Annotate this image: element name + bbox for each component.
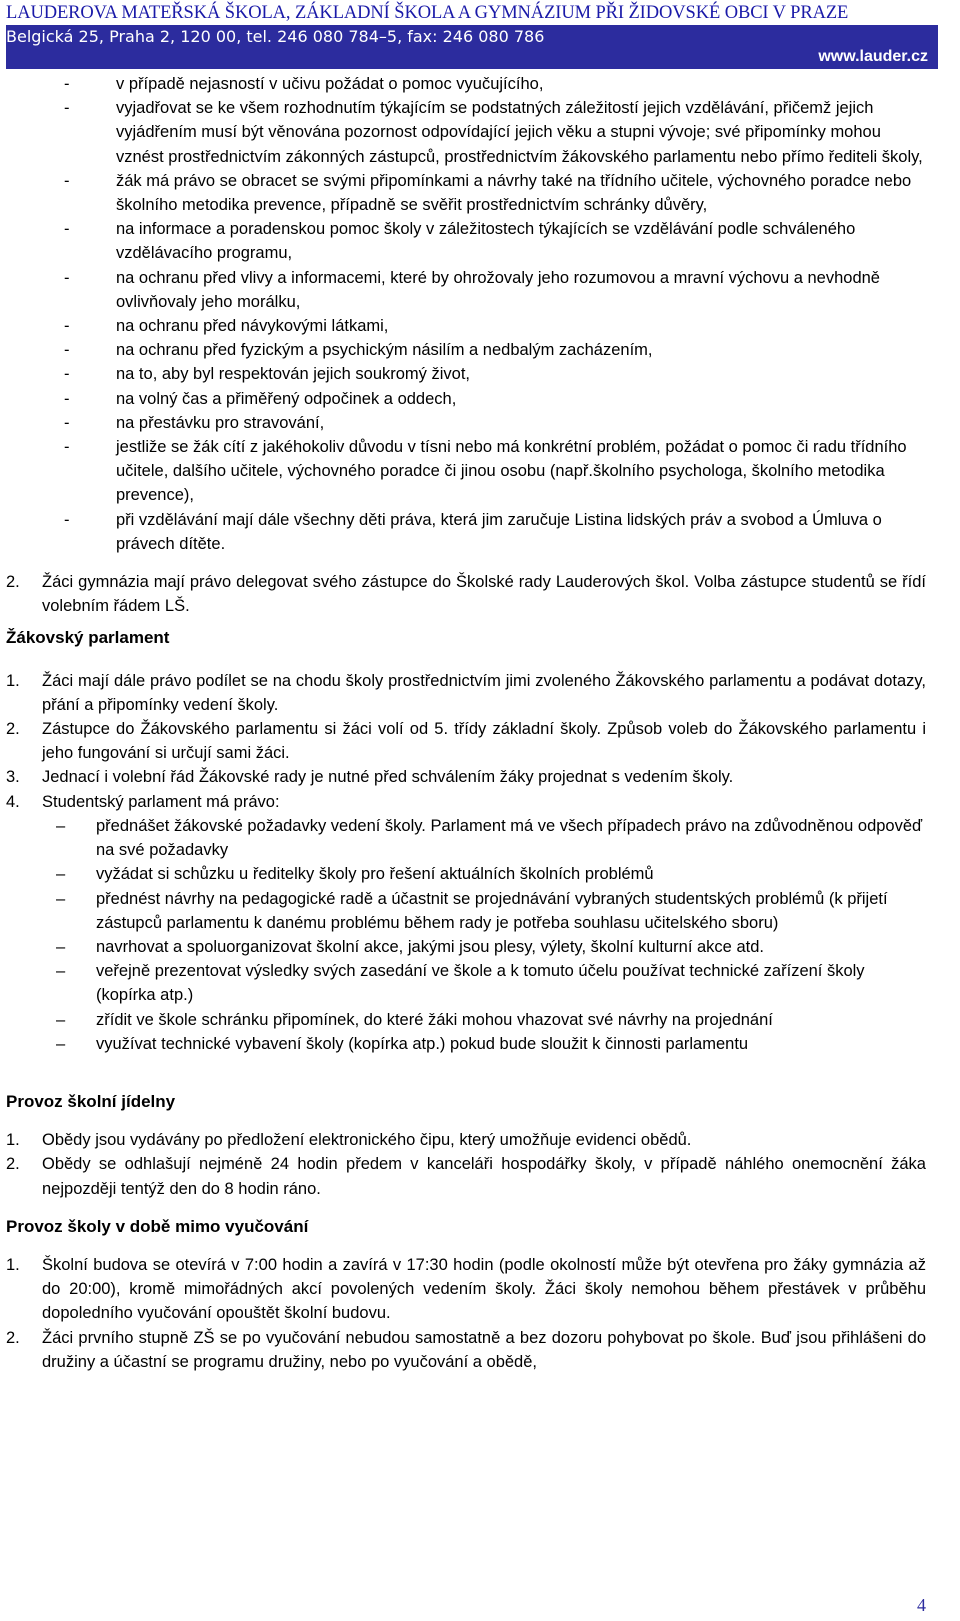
list-marker: -	[64, 268, 70, 287]
list-text: přednést návrhy na pedagogické radě a účastnit se projednávání vybraných studentských problémů (k přijetí zástupců parlamentu k danému problému během rady je potřeba souhlasu učitelského sboru)	[96, 889, 888, 932]
rights-item	[6, 217, 926, 265]
parliament-rights-list	[6, 814, 926, 1056]
parliament-right-item	[6, 1008, 926, 1032]
list-marker: -	[64, 510, 70, 529]
list-marker: –	[56, 1010, 66, 1029]
list-text: navrhovat a spoluorganizovat školní akce, jakými jsou plesy, výlety, školní kulturní akce atd.	[96, 937, 764, 956]
parliament-points	[6, 669, 926, 814]
list-text: Žáci prvního stupně ZŠ se po vyučování nebudou samostatně a bez dozoru pohybovat po škole. Buď jsou přihlášeni do družiny a účastní se programu družiny, nebo po vyučování a obědě,	[42, 1328, 926, 1371]
rights-item	[6, 72, 926, 96]
list-text: Školní budova se otevírá v 7:00 hodin a zavírá v 17:30 hodin (podle okolností může být otevřena pro žáky gymnázia až do 20:00), kromě mimořádných akcí povolených vedením školy. Žáci školy nemohou během přestávek v průběhu dopoledního vyučování opouštět školní budovu.	[42, 1255, 926, 1323]
list-marker: –	[56, 865, 66, 884]
school-name: LAUDEROVA MATEŘSKÁ ŠKOLA, ZÁKLADNÍ ŠKOLA A GYMNÁZIUM PŘI ŽIDOVSKÉ OBCI V PRAZE	[6, 3, 849, 23]
afterhours-point	[6, 1326, 926, 1374]
list-marker: -	[64, 341, 70, 360]
list-text: zřídit ve škole schránku připomínek, do které žáki mohou vhazovat své návrhy na projednání	[96, 1010, 773, 1029]
page-number: 4	[917, 1595, 926, 1615]
list-marker: 2.	[6, 1155, 20, 1174]
list-marker: 2.	[6, 720, 20, 739]
list-marker: -	[64, 171, 70, 190]
rights-item	[6, 96, 926, 169]
list-text: na ochranu před fyzickým a psychickým násilím a nedbalým zacházením,	[116, 341, 653, 360]
list-marker: –	[56, 962, 66, 981]
rights-item	[6, 508, 926, 556]
rights-list	[6, 72, 926, 556]
list-text: jestliže se žák cítí z jakéhokoliv důvodu v tísni nebo má konkrétní problém, požádat o pomoc či radu třídního učitele, dalšího učitele, výchovného poradce či jinou osobu (např.školního psychologa, školního metodika prevence),	[116, 438, 907, 505]
section-heading-parliament: Žákovský parlament	[6, 628, 170, 648]
afterhours-points	[6, 1253, 926, 1374]
list-text: Zástupce do Žákovského parlamentu si žáci volí od 5. třídy základní školy. Způsob voleb do Žákovského parlamentu i jeho fungování si určují sami žáci.	[42, 720, 926, 763]
parliament-right-item	[6, 959, 926, 1007]
list-text: přednášet žákovské požadavky vedení školy. Parlament má ve všech případech právo na zdůvodněnou odpověď na své požadavky	[96, 816, 923, 860]
parliament-right-item	[6, 935, 926, 959]
list-marker: -	[64, 413, 70, 432]
list-text: Žáci mají dále právo podílet se na chodu školy prostřednictvím jimi zvoleného Žákovského parlamentu a podávat dotazy, přání a připomínky vedení školy.	[42, 671, 926, 714]
list-text: při vzdělávání mají dále všechny děti práva, která jim zaručuje Listina lidských práv a svobod a Úmluva o právech dítěte.	[116, 510, 882, 553]
rights-item	[6, 435, 926, 508]
list-marker: -	[64, 317, 70, 336]
list-marker: -	[64, 99, 70, 118]
list-marker: –	[56, 937, 66, 956]
list-text: v případě nejasností v učivu požádat o pomoc vyučujícího,	[116, 75, 544, 93]
parliament-right-item	[6, 862, 926, 886]
rights-item	[6, 411, 926, 435]
list-marker: 1.	[6, 1131, 20, 1150]
list-text: veřejně prezentovat výsledky svých zasedání ve škole a k tomuto účelu používat technické zařízení školy (kopírka atp.)	[96, 962, 865, 1005]
parliament-point	[6, 790, 926, 814]
rights-item	[6, 266, 926, 314]
list-text: na to, aby byl respektován jejich soukromý život,	[116, 365, 471, 384]
rights-item	[6, 338, 926, 362]
canteen-point	[6, 1128, 926, 1152]
list-text: využívat technické vybavení školy (kopírka atp.) pokud bude sloužit k činnosti parlamentu	[96, 1034, 749, 1053]
list-marker: -	[64, 438, 70, 457]
list-text: žák má právo se obracet se svými připomínkami a návrhy také na třídního učitele, výchovného poradce nebo školního metodika prevence, případně se svěřit prostřednictvím schránky důvěry,	[116, 171, 912, 215]
parliament-point	[6, 717, 926, 765]
rights-item	[6, 314, 926, 338]
list-marker: 3.	[6, 768, 20, 787]
afterhours-point	[6, 1253, 926, 1326]
list-marker: –	[56, 816, 66, 835]
list-text: vyžádat si schůzku u ředitelky školy pro řešení aktuálních školních problémů	[96, 865, 654, 884]
parliament-right-item	[6, 887, 926, 935]
list-text: na přestávku pro stravování,	[116, 413, 325, 432]
list-text: Studentský parlament má právo:	[42, 792, 280, 811]
list-text: na ochranu před návykovými látkami,	[116, 317, 389, 336]
list-text: na ochranu před vlivy a informacemi, které by ohrožovaly jeho rozumovou a mravní výchovu a nevhodně ovlivňovaly jeho morálku,	[116, 268, 880, 311]
website-link[interactable]: www.lauder.cz	[818, 48, 928, 65]
list-marker: -	[64, 75, 70, 93]
rights-point-2	[6, 570, 926, 618]
canteen-point	[6, 1152, 926, 1200]
list-marker: 1.	[6, 671, 20, 690]
parliament-right-item	[6, 814, 926, 862]
list-marker: 2.	[6, 1328, 20, 1347]
list-marker: -	[64, 389, 70, 408]
section-heading-canteen: Provoz školní jídelny	[6, 1091, 176, 1111]
list-text: Jednací i volební řád Žákovské rady je nutné před schválením žáky projednat s vedením školy.	[42, 768, 734, 787]
list-text: vyjadřovat se ke všem rozhodnutím týkajícím se podstatných záležitostí jejich vzdělávání, přičemž jejich vyjádřením musí být věnována pozornost odpovídající jejich věku a stupni vývoje; své připomínky mohou vznést prostřednictvím zákonných zástupců, prostřednictvím žákovského parlamentu nebo přímo řediteli školy,	[116, 99, 923, 166]
list-marker: -	[64, 365, 70, 384]
list-text: Žáci gymnázia mají právo delegovat svého zástupce do Školské rady Lauderových škol. Volba zástupce studentů se řídí volebním řádem LŠ.	[42, 573, 926, 616]
school-address: Belgická 25, Praha 2, 120 00, tel. 246 080 784–5, fax: 246 080 786	[6, 27, 545, 46]
rights-item	[6, 362, 926, 386]
canteen-points	[6, 1128, 926, 1201]
parliament-point	[6, 765, 926, 789]
rights-item	[6, 387, 926, 411]
list-text: Obědy se odhlašují nejméně 24 hodin předem v kanceláři hospodářky školy, v případě náhlého onemocnění žáka nejpozději tentýž den do 8 hodin ráno.	[42, 1155, 926, 1198]
list-marker: 1.	[6, 1255, 20, 1274]
header-bar	[6, 25, 938, 69]
list-number: 2.	[6, 573, 20, 592]
document-body	[6, 72, 926, 1374]
section-heading-afterhours: Provoz školy v době mimo vyučování	[6, 1216, 309, 1236]
list-marker: –	[56, 1034, 66, 1053]
list-text: na volný čas a přiměřený odpočinek a oddech,	[116, 389, 457, 408]
list-text: na informace a poradenskou pomoc školy v záležitostech týkajících se vzdělávání podle schváleného vzdělávacího programu,	[116, 220, 856, 263]
list-marker: 4.	[6, 792, 20, 811]
list-marker: -	[64, 220, 70, 239]
list-text: Obědy jsou vydávány po předložení elektronického čipu, který umožňuje evidenci obědů.	[42, 1131, 692, 1150]
parliament-point	[6, 669, 926, 717]
page-header	[6, 2, 956, 69]
list-marker: –	[56, 889, 66, 908]
parliament-right-item	[6, 1032, 926, 1056]
rights-item	[6, 169, 926, 217]
